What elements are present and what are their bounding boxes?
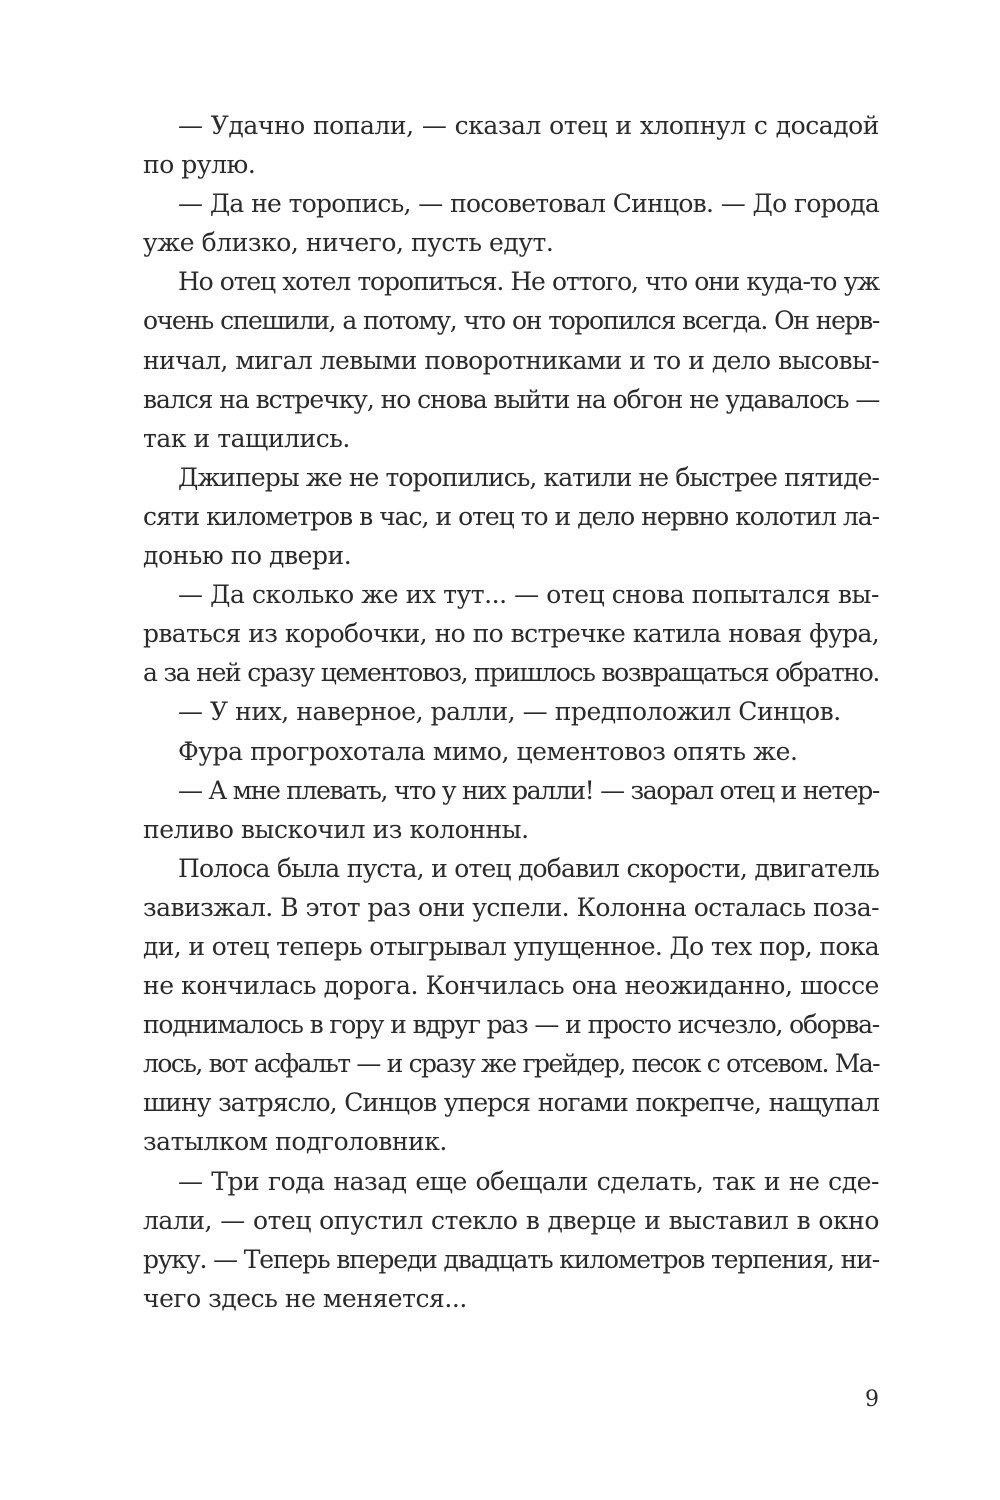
body-text: [143, 106, 879, 1318]
text-line: Но отец хотел торопиться. Не оттого, что они куда-то уж: [178, 267, 879, 297]
text-line: чего здесь не меняется...: [143, 1283, 467, 1313]
text-line: Полоса была пуста, и отец добавил скорости, двигатель: [178, 853, 879, 883]
text-line: ди, и отец теперь отыгрывал упущенное. До тех пор, пока: [143, 931, 879, 961]
text-line: — Удачно попали, — сказал отец и хлопнул с досадой: [178, 111, 879, 140]
text-line: Фура прогрохотала мимо, цементовоз опять же.: [178, 736, 798, 766]
text-line: — Три года назад еще обещали сделать, так и не сде-: [178, 1166, 879, 1196]
text-line: ничал, мигал левыми поворотниками и то и дело высовы-: [143, 345, 879, 375]
text-line: — У них, наверное, ралли, — предположил Синцов.: [178, 697, 841, 727]
text-line: очень спешили, а потому, что он торопился всегда. Он нерв-: [143, 306, 879, 336]
text-line: поднималось в гору и вдруг раз — и просто исчезло, оборва-: [143, 1010, 879, 1040]
text-line: сяти километров в час, и отец то и дело нервно колотил ла-: [143, 501, 879, 531]
text-line: — А мне плевать, что у них ралли! — заорал отец и нетер-: [178, 775, 879, 805]
text-line: по рулю.: [143, 150, 256, 180]
text-line: завизжал. В этот раз они успели. Колонна осталась поза-: [143, 892, 879, 922]
text-line: руку. — Теперь впереди двадцать километров терпения, ни-: [143, 1244, 879, 1274]
text-line: лось, вот асфальт — и сразу же грейдер, песок с отсевом. Ма-: [143, 1049, 879, 1079]
text-line: затылком подголовник.: [143, 1127, 447, 1157]
text-line: лали, — отец опустил стекло в дверце и выставил в окно: [143, 1205, 879, 1235]
text-line: а за ней сразу цементовоз, пришлось возвращаться обратно.: [143, 658, 879, 688]
text-line: рваться из коробочки, но по встречке катила новая фура,: [143, 619, 879, 649]
text-line: вался на встречку, но снова выйти на обгон не удавалось —: [143, 384, 880, 414]
text-line: — Да сколько же их тут... — отец снова попытался вы-: [178, 580, 879, 610]
text-line: так и тащились.: [143, 423, 350, 453]
text-line: Джиперы же не торопились, катили не быстрее пятиде-: [178, 462, 879, 492]
text-line: — Да не торопись, — посоветовал Синцов. — До города: [178, 189, 879, 219]
text-line: шину затрясло, Синцов уперся ногами покрепче, нащупал: [143, 1088, 879, 1118]
page-number: 9: [865, 1387, 879, 1412]
text-line: не кончилась дорога. Кончилась она неожиданно, шоссе: [143, 971, 879, 1001]
text-line: уже близко, ничего, пусть едут.: [143, 228, 554, 258]
text-line: пеливо выскочил из колонны.: [143, 814, 529, 844]
text-line: донью по двери.: [143, 541, 352, 571]
